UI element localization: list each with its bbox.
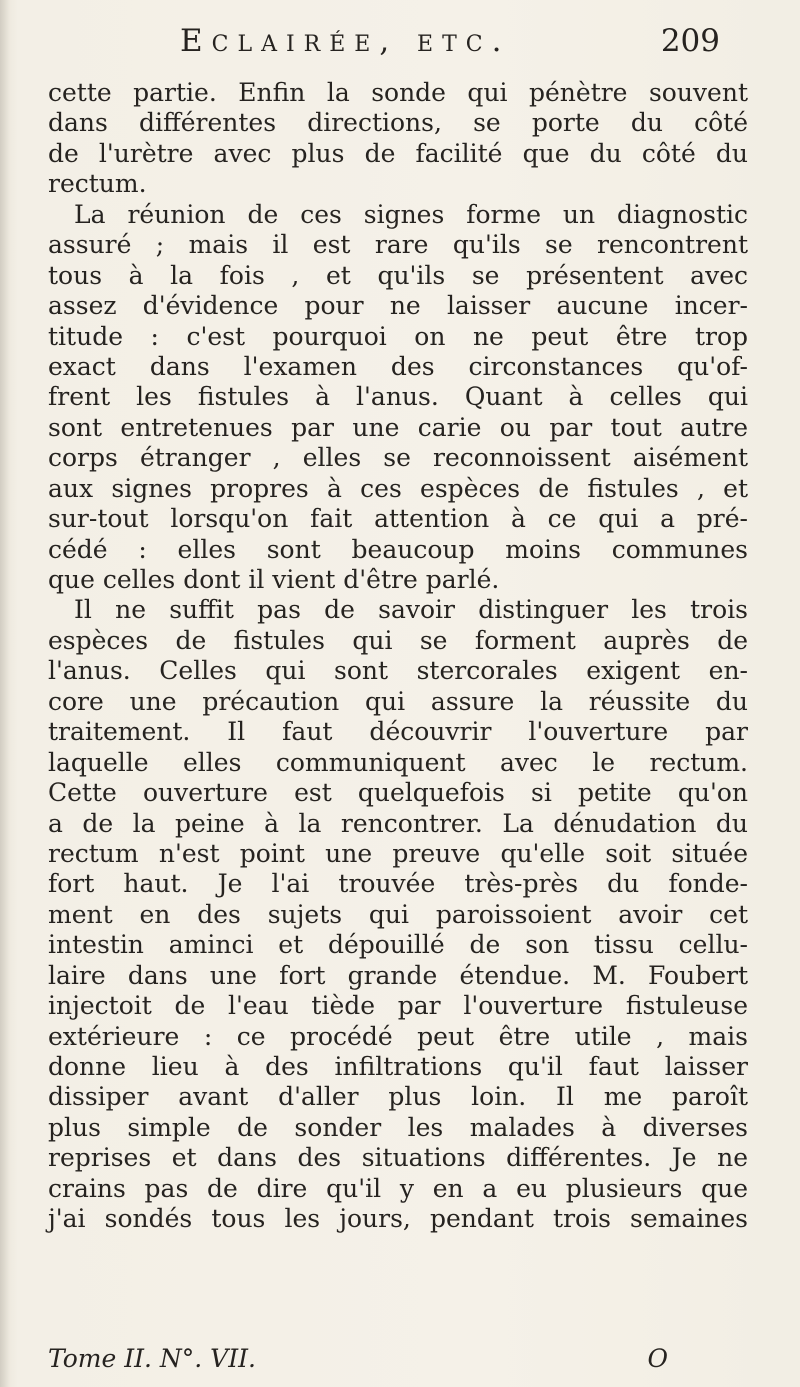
text-line: ment en des sujets qui paroissoient avoir cet bbox=[48, 899, 748, 929]
text-line: Il ne suffit pas de savoir distinguer les trois bbox=[74, 595, 748, 625]
page-number: 209 bbox=[660, 23, 720, 59]
text-line: dissiper avant d'aller plus loin. Il me paroît bbox=[48, 1082, 748, 1112]
text-line: corps étranger , elles se reconnoissent aisément bbox=[48, 443, 748, 473]
text-line: dans différentes directions, se porte du côté bbox=[48, 108, 748, 138]
text-line: exact dans l'examen des circonstances qu'of- bbox=[48, 351, 748, 381]
text-line: sur-tout lorsqu'on fait attention à ce qui a pré- bbox=[48, 504, 748, 534]
page-header bbox=[180, 14, 720, 68]
text-line: laquelle elles communiquent avec le rectum. bbox=[48, 747, 748, 777]
signature-mark: O bbox=[647, 1344, 668, 1373]
text-line: frent les fistules à l'anus. Quant à celles qui bbox=[48, 382, 748, 412]
text-line: j'ai sondés tous les jours, pendant trois semaines bbox=[48, 1204, 748, 1234]
text-line: a de la peine à la rencontrer. La dénudation du bbox=[48, 808, 748, 838]
text-line: l'anus. Celles qui sont stercorales exigent en- bbox=[48, 656, 748, 686]
text-line: cédé : elles sont beaucoup moins communes bbox=[48, 534, 748, 564]
text-line: de l'urètre avec plus de facilité que du côté du bbox=[48, 138, 748, 168]
text-line: assez d'évidence pour ne laisser aucune incer- bbox=[48, 291, 748, 321]
text-line: laire dans une fort grande étendue. M. Foubert bbox=[48, 960, 748, 990]
volume-number: Tome II. N°. VII. bbox=[48, 1344, 256, 1373]
text-line: espèces de fistules qui se forment auprès de bbox=[48, 625, 748, 655]
text-line: titude : c'est pourquoi on ne peut être trop bbox=[48, 321, 748, 351]
page-footer bbox=[48, 1342, 668, 1376]
text-line: tous à la fois , et qu'ils se présentent avec bbox=[48, 260, 748, 290]
text-line: donne lieu à des infiltrations qu'il faut laisser bbox=[48, 1052, 748, 1081]
text-line: traitement. Il faut découvrir l'ouverture par bbox=[48, 717, 748, 747]
text-line: intestin aminci et dépouillé de son tissu cellu- bbox=[48, 930, 748, 960]
text-line: assuré ; mais il est rare qu'ils se rencontrent bbox=[48, 230, 748, 260]
text-line: sont entretenues par une carie ou par tout autre bbox=[48, 412, 748, 442]
text-line: plus simple de sonder les malades à diverses bbox=[48, 1112, 748, 1142]
text-line: rectum. bbox=[48, 169, 147, 199]
text-line: core une précaution qui assure la réussite du bbox=[48, 686, 748, 716]
text-line: aux signes propres à ces espèces de fistules , et bbox=[48, 473, 748, 503]
text-line: extérieure : ce procédé peut être utile , mais bbox=[48, 1021, 748, 1051]
gutter-shadow bbox=[0, 0, 10, 1387]
text-line: injectoit de l'eau tiède par l'ouverture fistuleuse bbox=[48, 991, 748, 1021]
text-line: que celles dont il vient d'être parlé. bbox=[48, 565, 500, 594]
running-title: Eclairée, etc. bbox=[180, 23, 511, 59]
text-line: crains pas de dire qu'il y en a eu plusieurs que bbox=[48, 1173, 748, 1203]
text-line: La réunion de ces signes forme un diagnostic bbox=[74, 199, 748, 229]
body-text bbox=[48, 78, 748, 1235]
text-line: reprises et dans des situations différentes. Je ne bbox=[48, 1143, 748, 1173]
text-line: rectum n'est point une preuve qu'elle soit située bbox=[48, 838, 748, 868]
text-line: fort haut. Je l'ai trouvée très-près du fonde- bbox=[48, 869, 748, 899]
text-line: cette partie. Enfin la sonde qui pénètre souvent bbox=[48, 78, 748, 107]
text-line: Cette ouverture est quelquefois si petite qu'on bbox=[48, 778, 748, 808]
